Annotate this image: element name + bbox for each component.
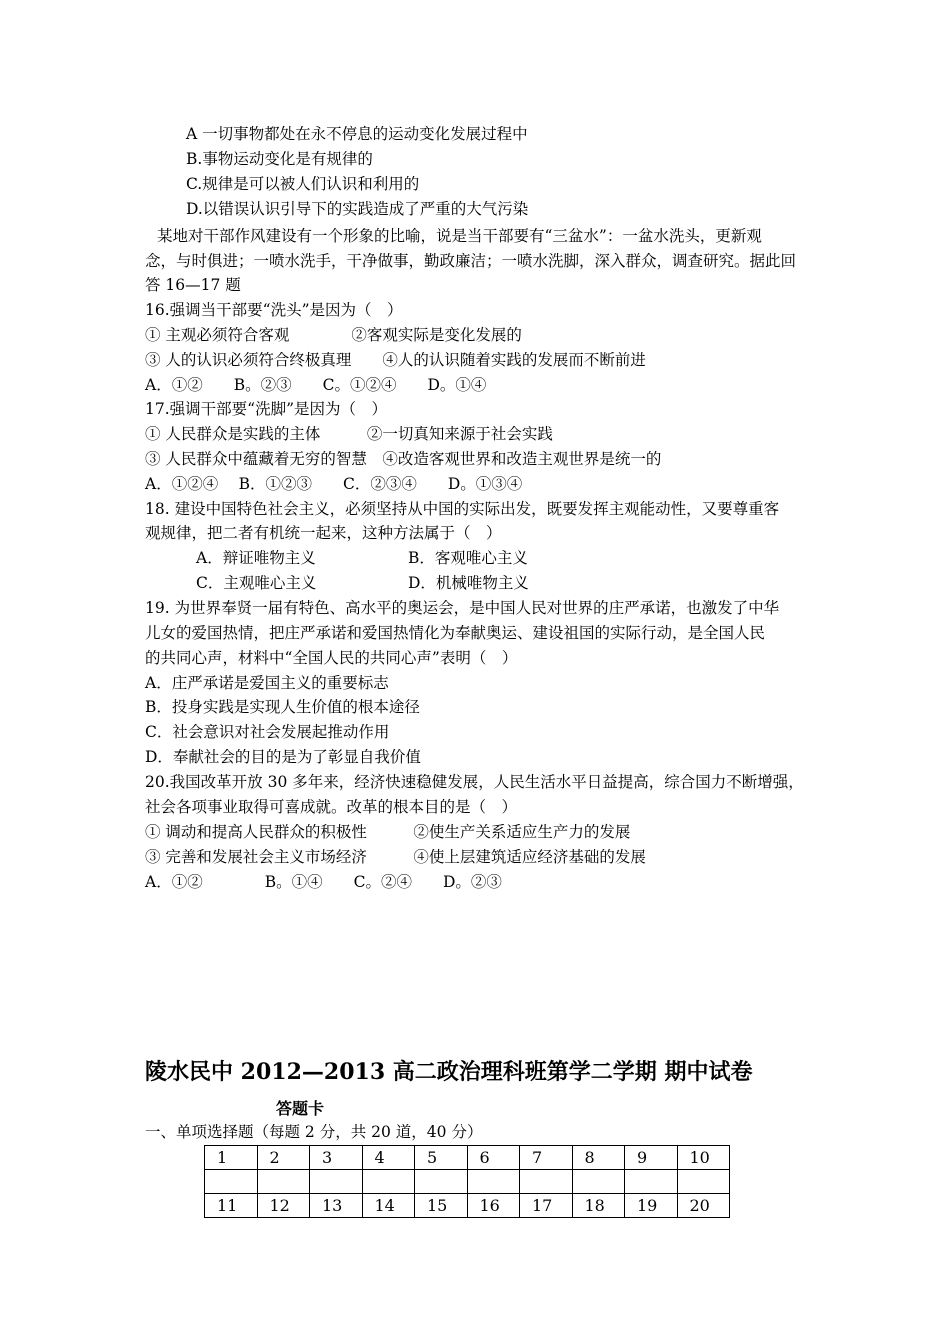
answer-cell[interactable] xyxy=(205,1170,258,1194)
question-17-options: A．①②④ B．①②③ C．②③④ D。①③④ xyxy=(145,475,523,493)
question-18-option-d: D．机械唯物主义 xyxy=(408,574,529,592)
option-c-line: C.规律是可以被人们认识和利用的 xyxy=(186,175,420,193)
question-18: 观规律，把二者有机统一起来，这种方法属于（ ） xyxy=(145,524,502,542)
question-20: 20.我国改革开放 30 多年来，经济快速稳健发展，人民生活水平日益提高，综合国力不断增强， xyxy=(145,773,804,791)
answer-number: 14 xyxy=(362,1194,415,1218)
question-19-option-b: B．投身实践是实现人生价值的根本途径 xyxy=(145,698,420,716)
question-20-items: ③ 完善和发展社会主义市场经济 ④使上层建筑适应经济基础的发展 xyxy=(145,848,646,866)
answer-cell[interactable] xyxy=(572,1170,625,1194)
question-19-option-a: A．庄严承诺是爱国主义的重要标志 xyxy=(145,674,389,692)
answer-cell[interactable] xyxy=(310,1170,363,1194)
answer-number: 11 xyxy=(205,1194,258,1218)
answer-cell[interactable] xyxy=(415,1170,468,1194)
answer-cell[interactable] xyxy=(467,1170,520,1194)
question-19-option-d: D．奉献社会的目的是为了彰显自我价值 xyxy=(145,748,421,766)
answer-number: 17 xyxy=(520,1194,573,1218)
answer-number: 7 xyxy=(520,1146,573,1170)
answer-number: 13 xyxy=(310,1194,363,1218)
answer-number: 8 xyxy=(572,1146,625,1170)
answer-number: 20 xyxy=(677,1194,730,1218)
question-18-option-a: A．辩证唯物主义 xyxy=(196,549,316,567)
answer-cell[interactable] xyxy=(520,1170,573,1194)
question-17: 17.强调干部要“洗脚”是因为（ ） xyxy=(145,400,387,418)
question-16-items: ① 主观必须符合客观 ②客观实际是变化发展的 xyxy=(145,326,522,344)
question-16-options: A．①② B。②③ C。①②④ D。①④ xyxy=(145,376,487,394)
answer-cell[interactable] xyxy=(257,1170,310,1194)
answer-number: 15 xyxy=(415,1194,468,1218)
answer-card-heading: 答题卡 xyxy=(276,1099,325,1118)
question-18: 18. 建设中国特色社会主义，必须坚持从中国的实际出发，既要发挥主观能动性，又要尊重客 xyxy=(145,500,780,518)
answer-cell[interactable] xyxy=(625,1170,678,1194)
answer-number: 4 xyxy=(362,1146,415,1170)
answer-number: 19 xyxy=(625,1194,678,1218)
answer-number: 3 xyxy=(310,1146,363,1170)
question-16-items: ③ 人的认识必须符合终极真理 ④人的认识随着实践的发展而不断前进 xyxy=(145,351,646,369)
option-a-line: A 一切事物都处在永不停息的运动变化发展过程中 xyxy=(186,125,528,143)
answer-cell[interactable] xyxy=(362,1170,415,1194)
answer-cell[interactable] xyxy=(677,1170,730,1194)
answer-number: 6 xyxy=(467,1146,520,1170)
option-d-line: D.以错误认识引导下的实践造成了严重的大气污染 xyxy=(186,200,529,218)
question-17-items: ① 人民群众是实践的主体 ②一切真知来源于社会实践 xyxy=(145,425,553,443)
question-17-items: ③ 人民群众中蕴藏着无穷的智慧 ④改造客观世界和改造主观世界是统一的 xyxy=(145,450,662,468)
question-19: 19. 为世界奉贤一届有特色、高水平的奥运会，是中国人民对世界的庄严承诺，也激发了中华 xyxy=(145,599,780,617)
option-b-line: B.事物运动变化是有规律的 xyxy=(186,150,373,168)
passage-line: 答 16—17 题 xyxy=(145,276,241,294)
table-row xyxy=(205,1146,730,1170)
question-19-option-c: C．社会意识对社会发展起推动作用 xyxy=(145,723,390,741)
question-20: 社会各项事业取得可喜成就。改革的根本目的是（ ） xyxy=(145,798,518,816)
question-20-items: ① 调动和提高人民群众的积极性 ②使生产关系适应生产力的发展 xyxy=(145,823,631,841)
question-16: 16.强调当干部要“洗头”是因为（ ） xyxy=(145,301,403,319)
exam-title: 陵水民中 2012—2013 高二政治理科班第学二学期 期中试卷 xyxy=(145,1059,753,1085)
section-label: 一、单项选择题（每题 2 分，共 20 道，40 分） xyxy=(145,1123,483,1141)
passage-line: 某地对干部作风建设有一个形象的比喻，说是当干部要有“三盆水”：一盆水洗头，更新观 xyxy=(157,227,762,245)
answer-number: 10 xyxy=(677,1146,730,1170)
question-19: 儿女的爱国热情，把庄严承诺和爱国热情化为奉献奥运、建设祖国的实际行动，是全国人民 xyxy=(145,624,766,642)
table-row xyxy=(205,1170,730,1194)
answer-number: 16 xyxy=(467,1194,520,1218)
answer-number: 9 xyxy=(625,1146,678,1170)
question-20-options: A．①② B。①④ C。②④ D。②③ xyxy=(145,873,502,891)
question-19: 的共同心声，材料中“全国人民的共同心声”表明（ ） xyxy=(145,649,518,667)
answer-number: 1 xyxy=(205,1146,258,1170)
passage-line: 念，与时俱进；一喷水洗手，干净做事，勤政廉洁；一喷水洗脚，深入群众，调查研究。据此回 xyxy=(145,252,797,270)
answer-table xyxy=(204,1145,730,1218)
question-18-option-b: B．客观唯心主义 xyxy=(408,549,528,567)
answer-number: 12 xyxy=(257,1194,310,1218)
answer-number: 2 xyxy=(257,1146,310,1170)
answer-number: 18 xyxy=(572,1194,625,1218)
question-18-option-c: C．主观唯心主义 xyxy=(196,574,317,592)
table-row xyxy=(205,1194,730,1218)
answer-number: 5 xyxy=(415,1146,468,1170)
